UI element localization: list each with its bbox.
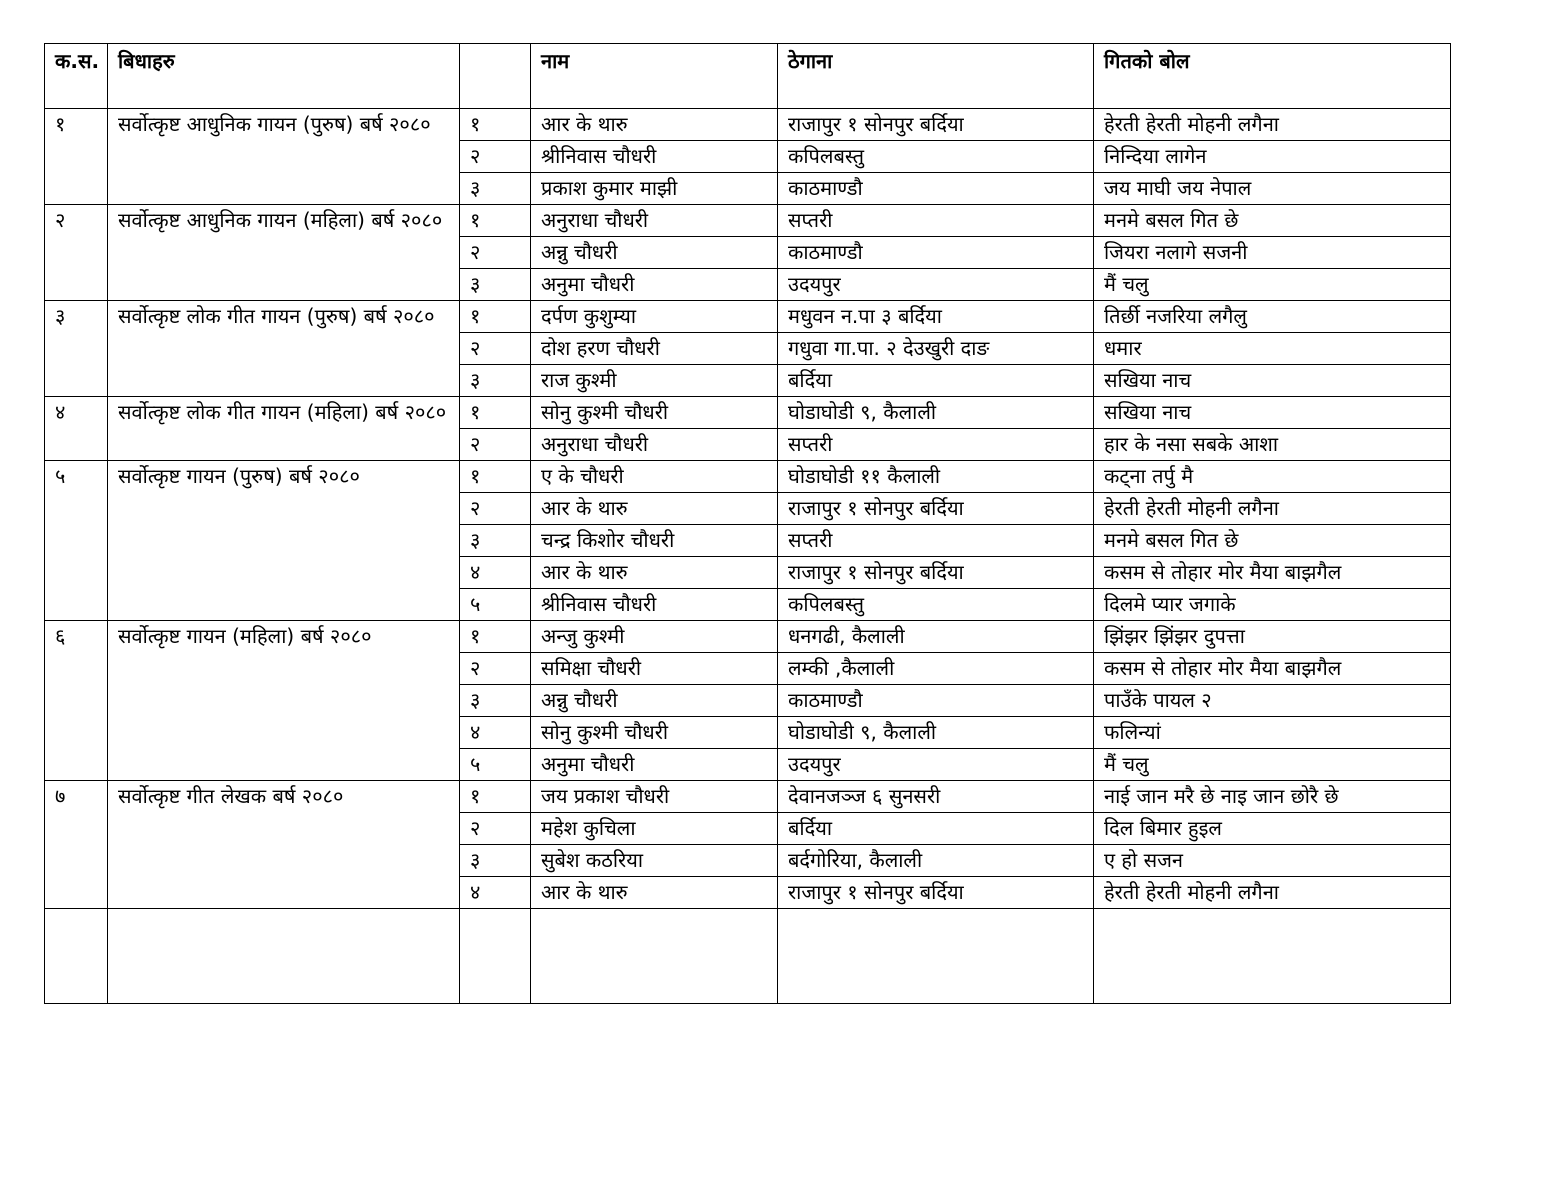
song-cell: दिल बिमार हुइल [1094, 813, 1451, 845]
header-name: नाम [531, 44, 778, 109]
category-cell: सर्वोत्कृष्ट गायन (पुरुष) बर्ष २०८० [108, 461, 460, 621]
address-cell: धनगढी, कैलाली [778, 621, 1094, 653]
address-cell: कपिलबस्तु [778, 589, 1094, 621]
name-cell: अनुमा चौधरी [531, 749, 778, 781]
serial-cell: १ [45, 109, 108, 205]
name-cell: श्रीनिवास चौधरी [531, 141, 778, 173]
nominees-table [44, 43, 1451, 1004]
name-cell: समिक्षा चौधरी [531, 653, 778, 685]
table-row [45, 109, 1451, 141]
rank-cell: ४ [460, 877, 531, 909]
rank-cell: २ [460, 237, 531, 269]
song-cell: सखिया नाच [1094, 397, 1451, 429]
song-cell: जय माघी जय नेपाल [1094, 173, 1451, 205]
rank-cell: १ [460, 461, 531, 493]
blank-cell [108, 909, 460, 1004]
table-body [45, 44, 1451, 1004]
name-cell: आर के थारु [531, 109, 778, 141]
name-cell: महेश कुचिला [531, 813, 778, 845]
rank-cell: १ [460, 397, 531, 429]
song-cell: फलिन्यां [1094, 717, 1451, 749]
blank-cell [778, 909, 1094, 1004]
category-cell: सर्वोत्कृष्ट गीत लेखक बर्ष २०८० [108, 781, 460, 909]
table-row [45, 205, 1451, 237]
address-cell: बर्दिया [778, 813, 1094, 845]
name-cell: सोनु कुश्मी चौधरी [531, 717, 778, 749]
address-cell: उदयपुर [778, 269, 1094, 301]
rank-cell: ३ [460, 269, 531, 301]
address-cell: देवानजञ्ज ६ सुनसरी [778, 781, 1094, 813]
serial-cell: ३ [45, 301, 108, 397]
song-cell: कसम से तोहार मोर मैया बाझगैल [1094, 653, 1451, 685]
name-cell: दोश हरण चौधरी [531, 333, 778, 365]
address-cell: काठमाण्डौ [778, 173, 1094, 205]
blank-cell [1094, 909, 1451, 1004]
serial-cell: ६ [45, 621, 108, 781]
name-cell: अनुराधा चौधरी [531, 429, 778, 461]
name-cell: आर के थारु [531, 493, 778, 525]
serial-cell: ४ [45, 397, 108, 461]
song-cell: ए हो सजन [1094, 845, 1451, 877]
address-cell: राजापुर १ सोनपुर बर्दिया [778, 877, 1094, 909]
table-row [45, 461, 1451, 493]
rank-cell: १ [460, 301, 531, 333]
song-cell: मैं चलु [1094, 749, 1451, 781]
address-cell: कपिलबस्तु [778, 141, 1094, 173]
song-cell: सखिया नाच [1094, 365, 1451, 397]
address-cell: राजापुर १ सोनपुर बर्दिया [778, 557, 1094, 589]
name-cell: अनुराधा चौधरी [531, 205, 778, 237]
rank-cell: १ [460, 109, 531, 141]
name-cell: राज कुश्मी [531, 365, 778, 397]
name-cell: अन्नु चौधरी [531, 237, 778, 269]
address-cell: घोडाघोडी ११ कैलाली [778, 461, 1094, 493]
song-cell: जियरा नलागे सजनी [1094, 237, 1451, 269]
table-row [45, 781, 1451, 813]
address-cell: बर्दिया [778, 365, 1094, 397]
address-cell: सप्तरी [778, 429, 1094, 461]
address-cell: मधुवन न.पा ३ बर्दिया [778, 301, 1094, 333]
name-cell: श्रीनिवास चौधरी [531, 589, 778, 621]
address-cell: लम्की ,कैलाली [778, 653, 1094, 685]
header-rank [460, 44, 531, 109]
song-cell: धमार [1094, 333, 1451, 365]
header-row [45, 44, 1451, 109]
rank-cell: ३ [460, 173, 531, 205]
blank-cell [531, 909, 778, 1004]
song-cell: झिंझर झिंझर दुपत्ता [1094, 621, 1451, 653]
rank-cell: २ [460, 333, 531, 365]
address-cell: काठमाण्डौ [778, 237, 1094, 269]
name-cell: आर के थारु [531, 557, 778, 589]
header-category: बिधाहरु [108, 44, 460, 109]
header-address: ठेगाना [778, 44, 1094, 109]
name-cell: आर के थारु [531, 877, 778, 909]
address-cell: उदयपुर [778, 749, 1094, 781]
address-cell: बर्दगोरिया, कैलाली [778, 845, 1094, 877]
address-cell: काठमाण्डौ [778, 685, 1094, 717]
address-cell: गधुवा गा.पा. २ देउखुरी दाङ [778, 333, 1094, 365]
song-cell: हेरती हेरती मोहनी लगैना [1094, 493, 1451, 525]
category-cell: सर्वोत्कृष्ट आधुनिक गायन (महिला) बर्ष २०८० [108, 205, 460, 301]
name-cell: सोनु कुश्मी चौधरी [531, 397, 778, 429]
rank-cell: ३ [460, 845, 531, 877]
name-cell: अन्नु चौधरी [531, 685, 778, 717]
song-cell: कट्ना तर्पु मै [1094, 461, 1451, 493]
song-cell: मनमे बसल गित छे [1094, 205, 1451, 237]
address-cell: सप्तरी [778, 205, 1094, 237]
rank-cell: ३ [460, 685, 531, 717]
category-cell: सर्वोत्कृष्ट लोक गीत गायन (पुरुष) बर्ष २०८० [108, 301, 460, 397]
category-cell: सर्वोत्कृष्ट गायन (महिला) बर्ष २०८० [108, 621, 460, 781]
address-cell: घोडाघोडी ९, कैलाली [778, 397, 1094, 429]
rank-cell: २ [460, 653, 531, 685]
blank-row [45, 909, 1451, 1004]
rank-cell: ३ [460, 365, 531, 397]
rank-cell: १ [460, 621, 531, 653]
rank-cell: १ [460, 205, 531, 237]
song-cell: हार के नसा सबके आशा [1094, 429, 1451, 461]
address-cell: घोडाघोडी ९, कैलाली [778, 717, 1094, 749]
blank-cell [45, 909, 108, 1004]
name-cell: जय प्रकाश चौधरी [531, 781, 778, 813]
song-cell: निन्दिया लागेन [1094, 141, 1451, 173]
name-cell: दर्पण कुशुम्या [531, 301, 778, 333]
table-row [45, 397, 1451, 429]
name-cell: अन्जु कुश्मी [531, 621, 778, 653]
name-cell: ए के चौधरी [531, 461, 778, 493]
rank-cell: ४ [460, 717, 531, 749]
blank-cell [460, 909, 531, 1004]
rank-cell: ५ [460, 749, 531, 781]
song-cell: कसम से तोहार मोर मैया बाझगैल [1094, 557, 1451, 589]
song-cell: नाई जान मरै छे नाइ जान छोरै छे [1094, 781, 1451, 813]
song-cell: दिलमे प्यार जगाके [1094, 589, 1451, 621]
category-cell: सर्वोत्कृष्ट लोक गीत गायन (महिला) बर्ष २०८० [108, 397, 460, 461]
address-cell: सप्तरी [778, 525, 1094, 557]
address-cell: राजापुर १ सोनपुर बर्दिया [778, 493, 1094, 525]
song-cell: हेरती हेरती मोहनी लगैना [1094, 109, 1451, 141]
rank-cell: २ [460, 429, 531, 461]
rank-cell: २ [460, 493, 531, 525]
rank-cell: ५ [460, 589, 531, 621]
name-cell: सुबेश कठरिया [531, 845, 778, 877]
header-serial: क.स. [45, 44, 108, 109]
song-cell: मनमे बसल गित छे [1094, 525, 1451, 557]
rank-cell: २ [460, 141, 531, 173]
table-row [45, 301, 1451, 333]
serial-cell: ५ [45, 461, 108, 621]
serial-cell: २ [45, 205, 108, 301]
serial-cell: ७ [45, 781, 108, 909]
name-cell: अनुमा चौधरी [531, 269, 778, 301]
table-row [45, 621, 1451, 653]
name-cell: प्रकाश कुमार माझी [531, 173, 778, 205]
song-cell: तिर्छी नजरिया लगैलु [1094, 301, 1451, 333]
rank-cell: ४ [460, 557, 531, 589]
rank-cell: १ [460, 781, 531, 813]
song-cell: पाउँके पायल २ [1094, 685, 1451, 717]
song-cell: हेरती हेरती मोहनी लगैना [1094, 877, 1451, 909]
name-cell: चन्द्र किशोर चौधरी [531, 525, 778, 557]
header-song: गितको बोल [1094, 44, 1451, 109]
address-cell: राजापुर १ सोनपुर बर्दिया [778, 109, 1094, 141]
rank-cell: ३ [460, 525, 531, 557]
song-cell: मैं चलु [1094, 269, 1451, 301]
rank-cell: २ [460, 813, 531, 845]
category-cell: सर्वोत्कृष्ट आधुनिक गायन (पुरुष) बर्ष २०८० [108, 109, 460, 205]
